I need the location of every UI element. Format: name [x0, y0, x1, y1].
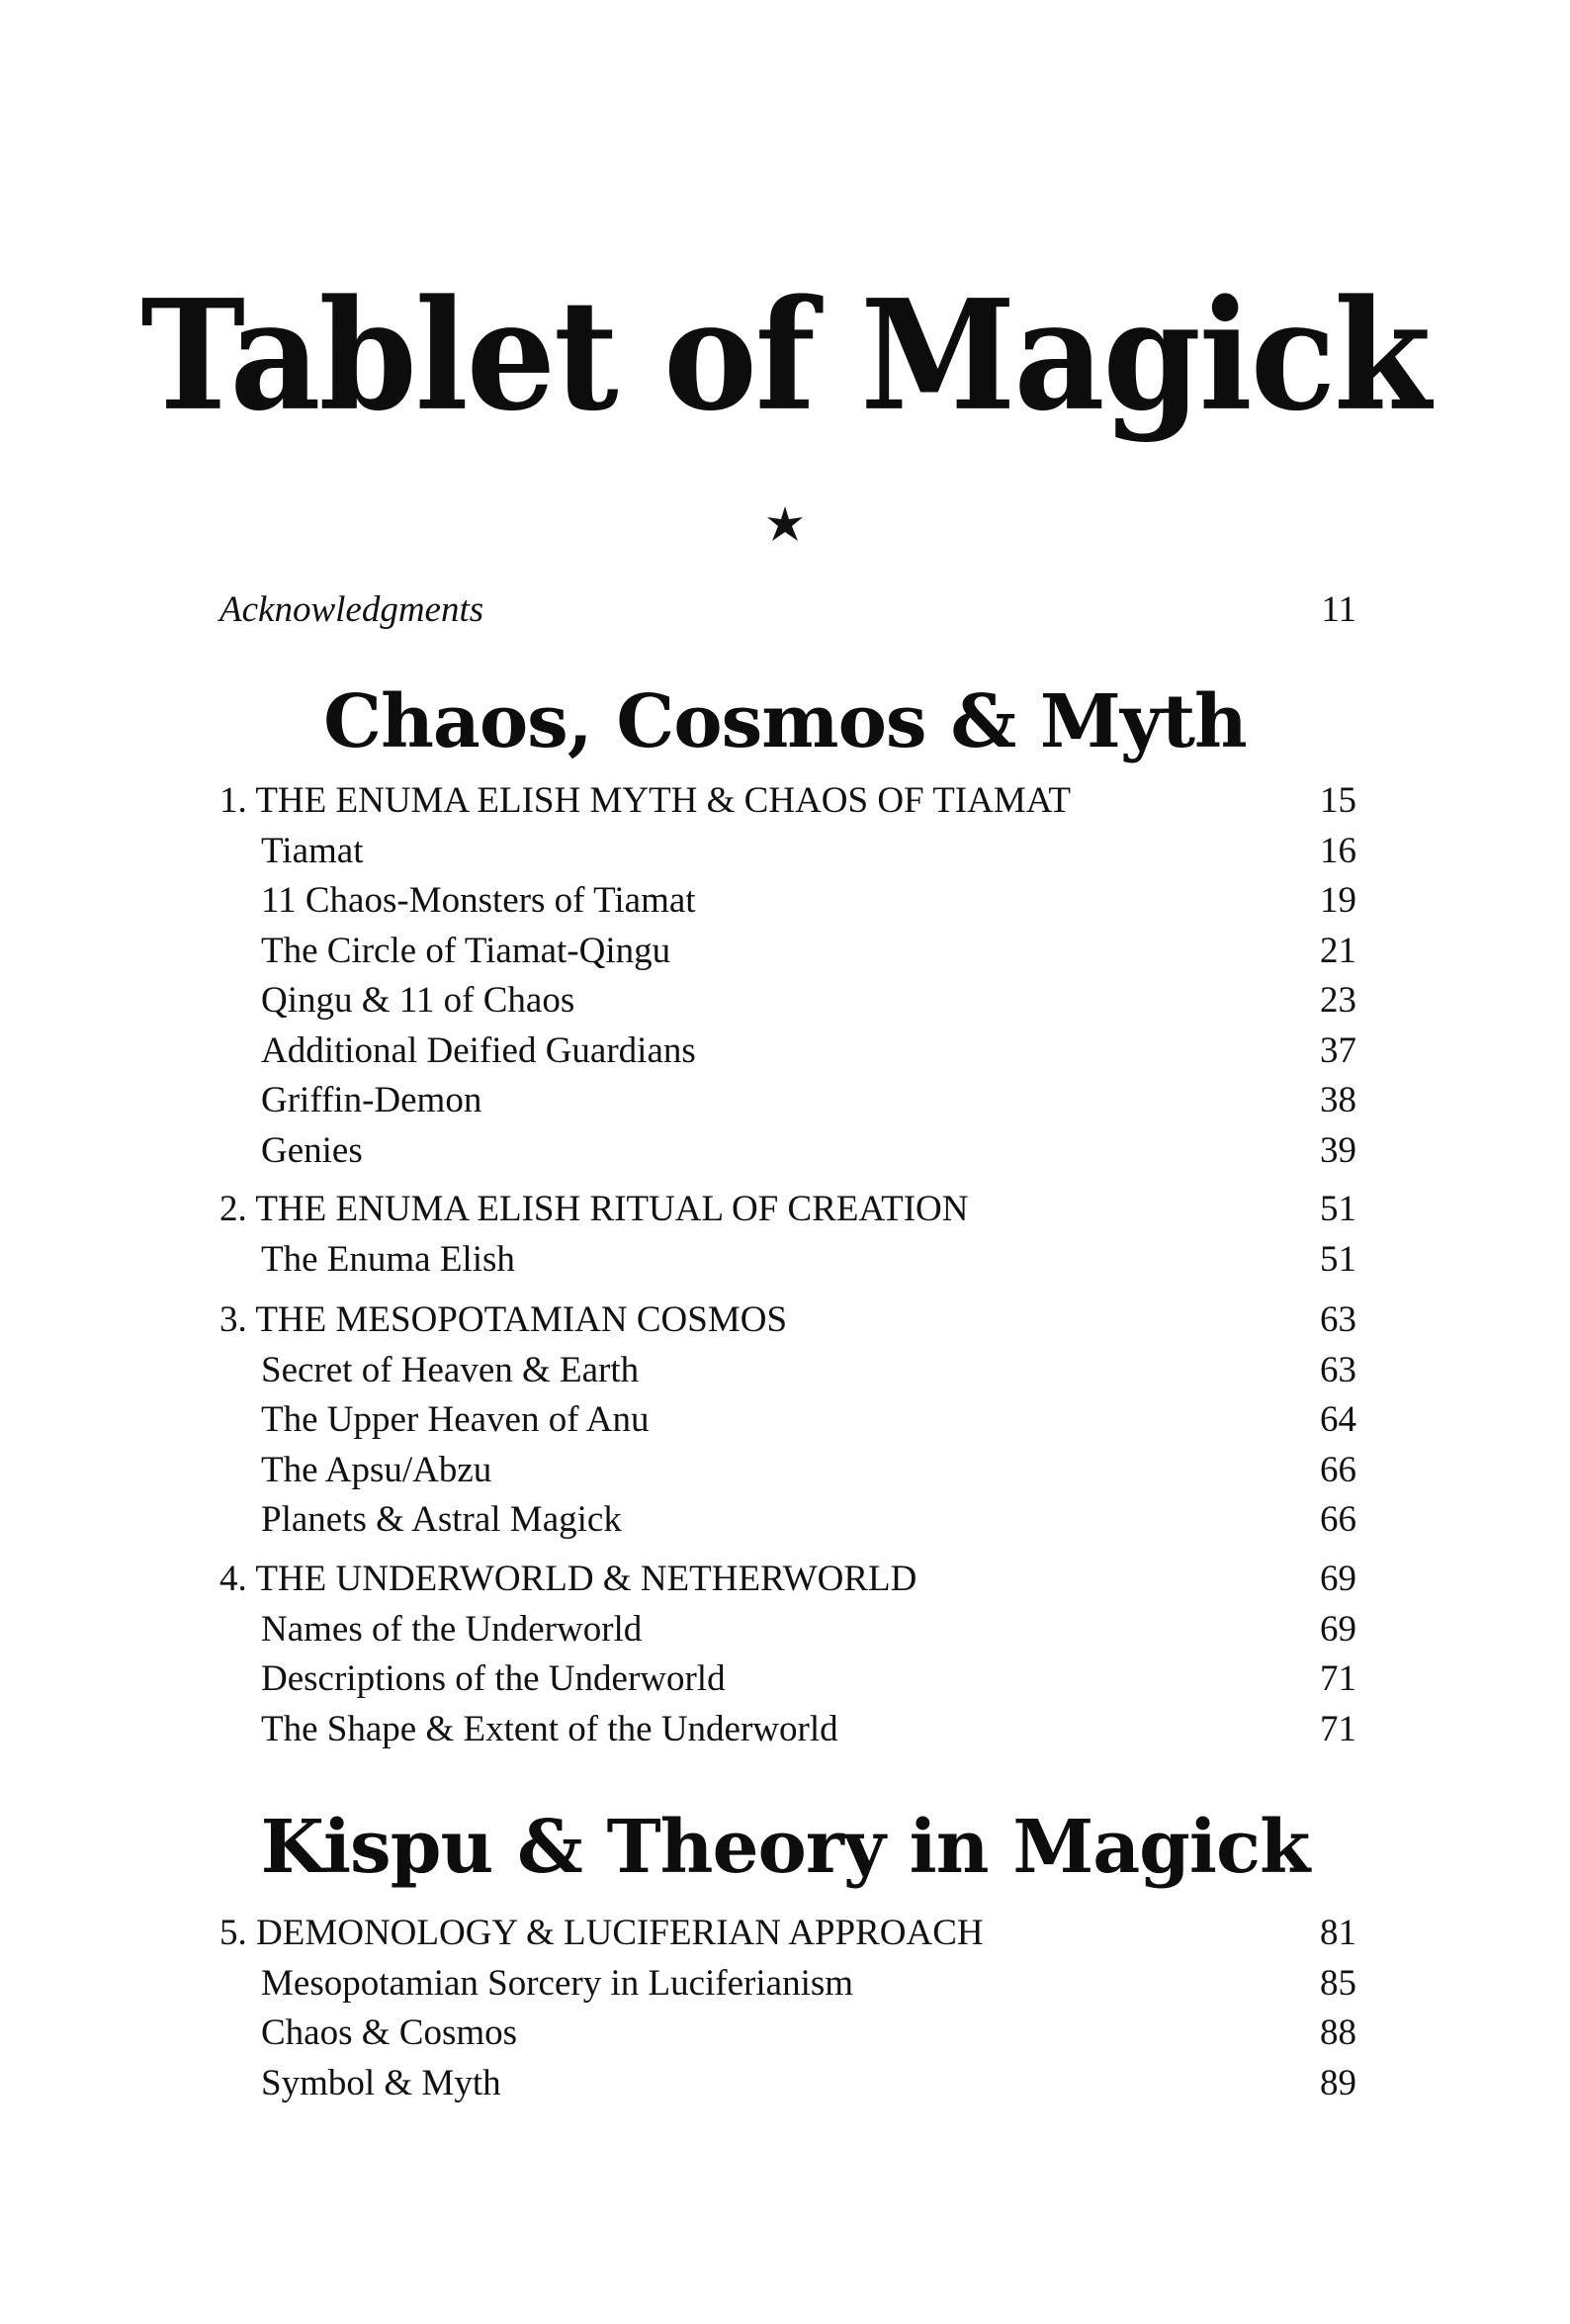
toc-chapter[interactable] — [219, 1555, 1356, 1604]
toc-chapter-label: 4. THE UNDERWORLD & NETHERWORLD — [219, 1559, 917, 1599]
toc-chapter-label: 1. THE ENUMA ELISH MYTH & CHAOS OF TIAMAT — [219, 780, 1071, 821]
toc-entry[interactable] — [219, 1495, 1356, 1545]
toc-page-number: 38 — [1320, 1080, 1356, 1120]
toc-entry-label: Additional Deified Guardians — [261, 1030, 696, 1071]
toc-entry-label: The Circle of Tiamat-Qingu — [261, 931, 671, 971]
toc-entry-label: Mesopotamian Sorcery in Luciferianism — [261, 1963, 854, 2004]
toc-page-number: 19 — [1320, 880, 1356, 921]
toc-entry[interactable] — [219, 1654, 1356, 1704]
toc-entry[interactable] — [219, 927, 1356, 976]
toc-page-number: 39 — [1320, 1130, 1356, 1171]
toc-page-number: 69 — [1320, 1609, 1356, 1650]
toc-page-number: 66 — [1320, 1499, 1356, 1540]
toc-page-number: 66 — [1320, 1450, 1356, 1490]
toc-chapter[interactable] — [219, 1185, 1356, 1234]
toc-page-number: 81 — [1320, 1913, 1356, 1953]
toc-entry-label: Names of the Underworld — [261, 1609, 643, 1650]
toc-page-number: 15 — [1320, 780, 1356, 821]
toc-entry[interactable] — [219, 1346, 1356, 1395]
toc-page-number: 23 — [1320, 980, 1356, 1021]
toc-entry[interactable] — [219, 1126, 1356, 1176]
toc-page-number: 69 — [1320, 1559, 1356, 1599]
toc-entry-label: Qingu & 11 of Chaos — [261, 980, 575, 1021]
toc-entry[interactable] — [219, 976, 1356, 1026]
toc-entry-label: The Enuma Elish — [261, 1239, 515, 1280]
toc-entry-label: Genies — [261, 1130, 363, 1171]
toc-entry[interactable] — [219, 1027, 1356, 1076]
toc-entry[interactable] — [219, 1705, 1356, 1754]
toc-chapter-label: 5. DEMONOLOGY & LUCIFERIAN APPROACH — [219, 1913, 984, 1953]
page-title: Tablet of Magick — [140, 267, 1430, 445]
toc-entry[interactable] — [219, 1395, 1356, 1445]
toc-entry[interactable] — [219, 827, 1356, 876]
toc-entry[interactable] — [219, 1959, 1356, 2009]
toc-chapter-label: 3. THE MESOPOTAMIAN COSMOS — [219, 1299, 788, 1340]
toc-chapter-label: 2. THE ENUMA ELISH RITUAL OF CREATION — [219, 1189, 969, 1229]
toc-page-number: 71 — [1320, 1658, 1356, 1699]
toc-page-number: 71 — [1320, 1709, 1356, 1749]
toc-entry-acknowledgments[interactable] — [219, 585, 1356, 635]
toc-page-number: 63 — [1320, 1350, 1356, 1390]
toc-page-number: 21 — [1320, 931, 1356, 971]
toc-entry[interactable] — [219, 2059, 1356, 2108]
toc-chapter[interactable] — [219, 1909, 1356, 1958]
toc-entry-label: Descriptions of the Underworld — [261, 1658, 726, 1699]
toc-entry-label: Acknowledgments — [219, 589, 484, 630]
toc-page-number: 85 — [1320, 1963, 1356, 2004]
toc-entry[interactable] — [219, 1605, 1356, 1654]
toc-page-number: 89 — [1320, 2063, 1356, 2103]
toc-entry-label: 11 Chaos-Monsters of Tiamat — [261, 880, 696, 921]
toc-entry-label: The Apsu/Abzu — [261, 1450, 492, 1490]
toc-page-number: 64 — [1320, 1399, 1356, 1440]
toc-entry-label: The Shape & Extent of the Underworld — [261, 1709, 838, 1749]
star-icon — [765, 504, 805, 544]
toc-entry-label: Chaos & Cosmos — [261, 2012, 518, 2053]
toc-entry[interactable] — [219, 876, 1356, 926]
toc-page-number: 16 — [1320, 831, 1356, 871]
toc-page-number: 37 — [1320, 1030, 1356, 1071]
toc-entry[interactable] — [219, 1235, 1356, 1285]
toc-page-number: 11 — [1321, 589, 1356, 630]
toc-entry-label: Symbol & Myth — [261, 2063, 501, 2103]
toc-entry-label: Griffin-Demon — [261, 1080, 482, 1120]
toc-entry-label: Secret of Heaven & Earth — [261, 1350, 640, 1390]
toc-page-number: 51 — [1320, 1239, 1356, 1280]
toc-chapter[interactable] — [219, 776, 1356, 826]
toc-entry-label: Planets & Astral Magick — [261, 1499, 622, 1540]
toc-entry-label: The Upper Heaven of Anu — [261, 1399, 650, 1440]
toc-page-number: 63 — [1320, 1299, 1356, 1340]
toc-page-number: 51 — [1320, 1189, 1356, 1229]
section-heading: Chaos, Cosmos & Myth — [323, 679, 1247, 764]
toc-entry-label: Tiamat — [261, 831, 364, 871]
section-heading: Kispu & Theory in Magick — [260, 1805, 1310, 1890]
toc-chapter[interactable] — [219, 1296, 1356, 1345]
toc-entry[interactable] — [219, 1446, 1356, 1495]
toc-page-number: 88 — [1320, 2012, 1356, 2053]
toc-entry[interactable] — [219, 2009, 1356, 2058]
toc-entry[interactable] — [219, 1076, 1356, 1125]
